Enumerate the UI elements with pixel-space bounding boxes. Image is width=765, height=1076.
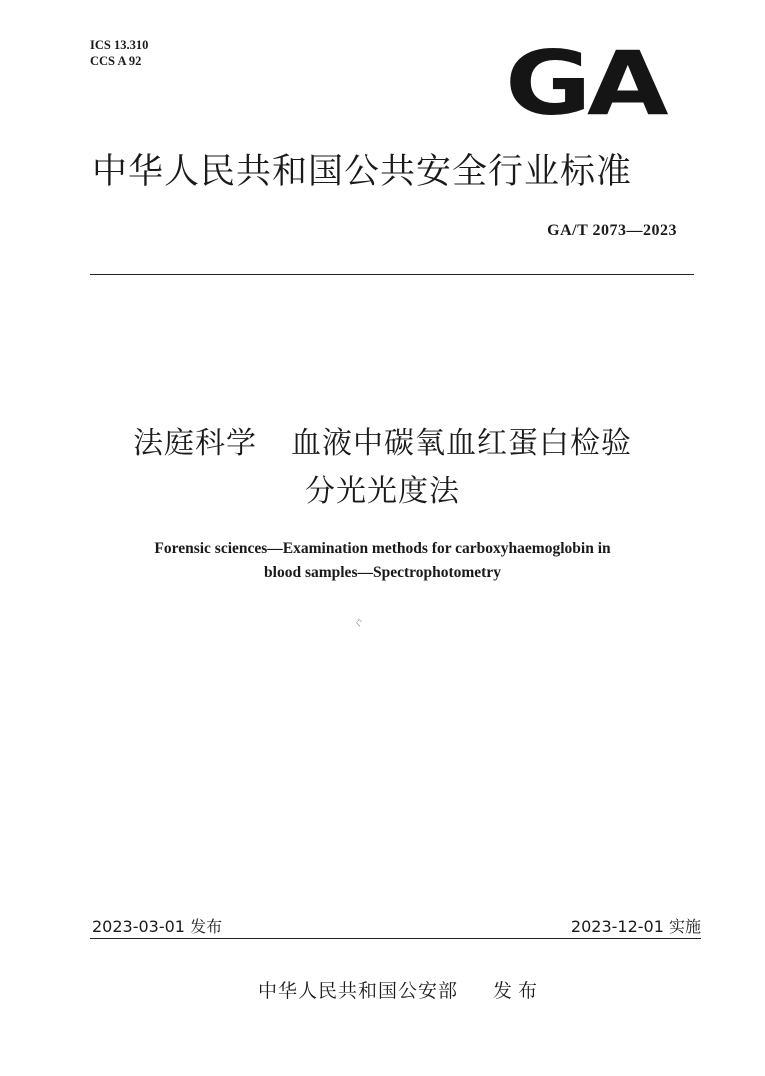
bottom-divider xyxy=(90,938,701,939)
ga-logo: GA xyxy=(505,32,664,135)
ics-code: ICS 13.310 xyxy=(90,38,149,52)
issue-date: 2023-03-01 发布 xyxy=(92,917,223,936)
chinese-title-part2: 血液中碳氧血红蛋白检验 xyxy=(291,426,632,461)
chinese-title-line2: 分光光度法 xyxy=(305,474,460,509)
small-mark: ぐ xyxy=(354,619,364,629)
english-title-line1: Forensic sciences—Examination methods for carboxyhaemoglobin in xyxy=(154,540,611,557)
standard-type-title: 中华人民共和国公共安全行业标准 xyxy=(92,152,633,192)
english-title xyxy=(0,537,765,585)
publish-label: 发布 xyxy=(493,980,544,1002)
english-title-line2: blood samples—Spectrophotometry xyxy=(264,564,501,581)
ccs-code: CCS A 92 xyxy=(90,54,142,68)
implementation-date: 2023-12-01 实施 xyxy=(570,917,701,936)
chinese-title xyxy=(0,420,765,516)
top-divider xyxy=(90,274,694,275)
publisher: 中华人民共和国公安部 xyxy=(258,980,459,1002)
classification-codes xyxy=(90,37,148,69)
standard-code: GA/T 2073—2023 xyxy=(547,222,677,239)
chinese-title-part1: 法庭科学 xyxy=(133,426,257,461)
chinese-title-line1 xyxy=(0,420,765,468)
